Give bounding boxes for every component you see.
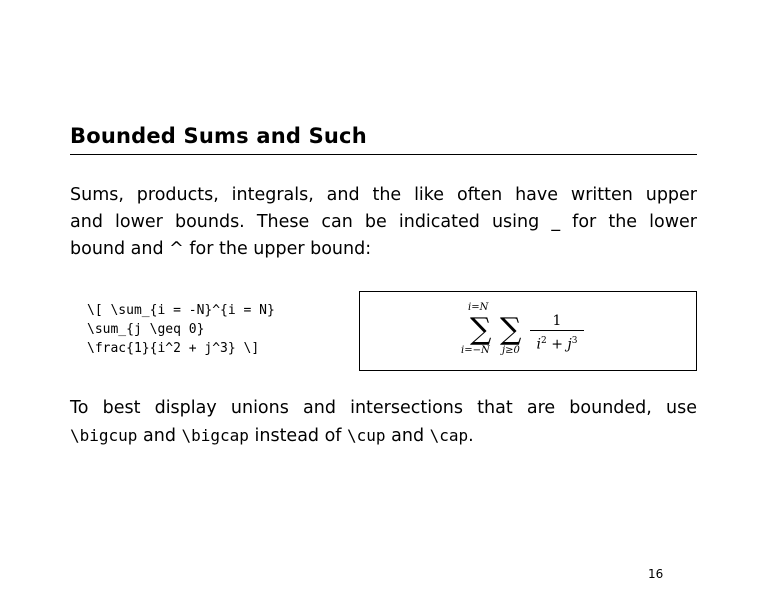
outro-seg-5: .	[468, 426, 474, 446]
den-i-exponent: 2	[541, 336, 547, 346]
fraction-numerator: 1	[552, 313, 562, 329]
title-underline	[70, 154, 697, 155]
outro-line-2	[70, 422, 697, 450]
fraction-denominator	[530, 332, 584, 354]
rendered-math-box	[359, 291, 697, 371]
sum-1-upper-limit: i=N	[468, 302, 489, 313]
fraction	[530, 313, 584, 354]
summation-symbol-1: ∑	[470, 312, 492, 347]
den-plus: +	[546, 336, 568, 353]
cmd-cap: \cap	[429, 426, 469, 445]
cmd-bigcup: \bigcup	[70, 426, 138, 445]
cmd-bigcap: \bigcap	[181, 426, 249, 445]
den-j: j	[567, 336, 572, 353]
den-j-exponent: 3	[571, 336, 578, 346]
sum-1-lower-limit: i=−N	[461, 345, 490, 356]
outro-seg-4: and	[385, 426, 430, 446]
intro-line-2: and lower bounds. These can be indicated using _ for the lower	[70, 212, 697, 232]
page-number: 16	[648, 567, 664, 581]
outro-line-1: To best display unions and intersections that are bounded, use	[70, 398, 697, 418]
intro-line-3: bound and ^ for the upper bound:	[70, 239, 372, 259]
den-i: i	[536, 336, 542, 353]
outro-seg-2: and	[137, 426, 182, 446]
outro-seg-3: instead of	[248, 426, 348, 446]
rendered-formula	[460, 302, 590, 362]
summation-symbol-2: ∑	[500, 312, 522, 347]
sum-2-lower-limit: j≥0	[502, 345, 520, 356]
cmd-cup: \cup	[347, 426, 386, 445]
fraction-bar	[530, 330, 584, 331]
code-line-3: \frac{1}{i^2 + j^3} \]	[87, 341, 260, 356]
latex-code-block	[87, 301, 275, 358]
slide-title: Bounded Sums and Such	[70, 124, 367, 148]
code-line-2: \sum_{j \geq 0}	[87, 322, 205, 337]
intro-line-1: Sums, products, integrals, and the like often have written upper	[70, 185, 697, 205]
code-line-1: \[ \sum_{i = -N}^{i = N}	[87, 303, 275, 318]
intro-paragraph	[70, 182, 697, 263]
outro-paragraph	[70, 395, 697, 450]
